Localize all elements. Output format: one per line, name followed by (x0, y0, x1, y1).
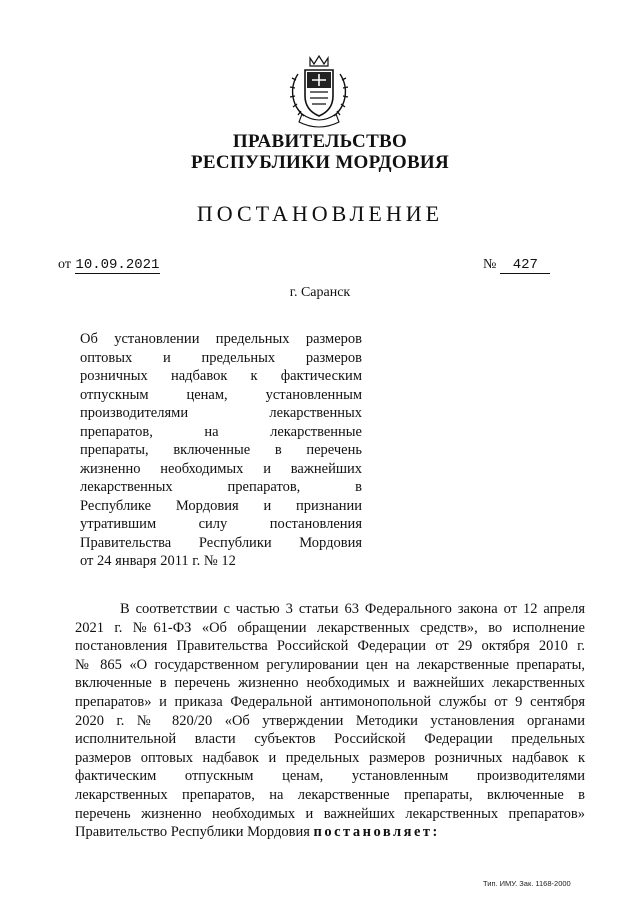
body-line: № 865 «О государственном регулировании цен на лекарственные препараты, (75, 656, 585, 673)
subject-line: от 24 января 2011 г. № 12 (80, 553, 236, 569)
number-prefix: № (483, 257, 497, 272)
number-value: 427 (500, 257, 550, 274)
body-line: фактическим отпускным ценам, установленным производителями (75, 768, 585, 785)
body-line: препаратов» и приказа Федеральной антимонопольной службы от 9 сентября (75, 693, 585, 710)
body-line: 2021 г. №61-ФЗ «Об обращении лекарственных средств», во исполнение (75, 619, 585, 636)
body-line-final (75, 823, 585, 842)
body-line: лекарственных препаратов, на лекарственные препараты, включенные в (75, 786, 585, 803)
decree-subject (80, 330, 362, 571)
subject-line: препаратов, на лекарственные (80, 423, 362, 440)
body-line: 2020 г. № 820/20 «Об утверждении Методики установления органами (75, 712, 585, 729)
resolves-keyword: постановляет: (313, 824, 440, 841)
body-line: размеров оптовых надбавок и предельных размеров розничных надбавок к (75, 749, 585, 766)
subject-line: лекарственных препаратов, в (80, 479, 362, 495)
subject-line: оптовых и предельных размеров (80, 349, 362, 366)
subject-line: отпускным ценам, установленным (80, 386, 362, 403)
coat-of-arms-icon (284, 52, 354, 128)
subject-line: препараты, включенные в перечень (80, 442, 362, 458)
date-value: 10.09.2021 (75, 257, 160, 273)
subject-line: жизненно необходимых и важнейших (80, 460, 362, 477)
subject-line: утратившим силу постановления (80, 516, 362, 532)
date-field (58, 257, 160, 274)
body-line: В соответствии с частью 3 статьи 63 Федерального закона от 12 апреля (120, 601, 585, 617)
document-type: ПОСТАНОВЛЕНИЕ (196, 201, 444, 226)
government-subtitle: РЕСПУБЛИКИ МОРДОВИЯ (190, 152, 450, 173)
body-line: перечень жизненно необходимых и важнейших лекарственных препаратов» (75, 805, 585, 822)
body-line: постановления Правительства Российской Федерации от 29 октября 2010 г. (75, 638, 585, 655)
subject-line: Правительства Республики Мордовия (80, 534, 362, 551)
print-footer: Тип. ИМУ. Зак. 1168-2000 (483, 879, 571, 888)
decree-body (75, 600, 585, 842)
subject-line: производителями лекарственных (80, 405, 362, 421)
government-title: ПРАВИТЕЛЬСТВО (232, 131, 408, 152)
body-final-text: Правительство Республики Мордовия (75, 824, 310, 841)
date-prefix: от (58, 257, 71, 272)
number-field (483, 257, 550, 274)
subject-line: Об установлении предельных размеров (80, 331, 362, 347)
subject-line: Республике Мордовия и признании (80, 497, 362, 514)
subject-line: розничных надбавок к фактическим (80, 368, 362, 384)
body-line: включенные в перечень жизненно необходимых и важнейших лекарственных (75, 675, 585, 692)
city: г. Саранск (289, 285, 351, 300)
body-line: исполнительной власти субъектов Российской Федерации предельных (75, 731, 585, 748)
